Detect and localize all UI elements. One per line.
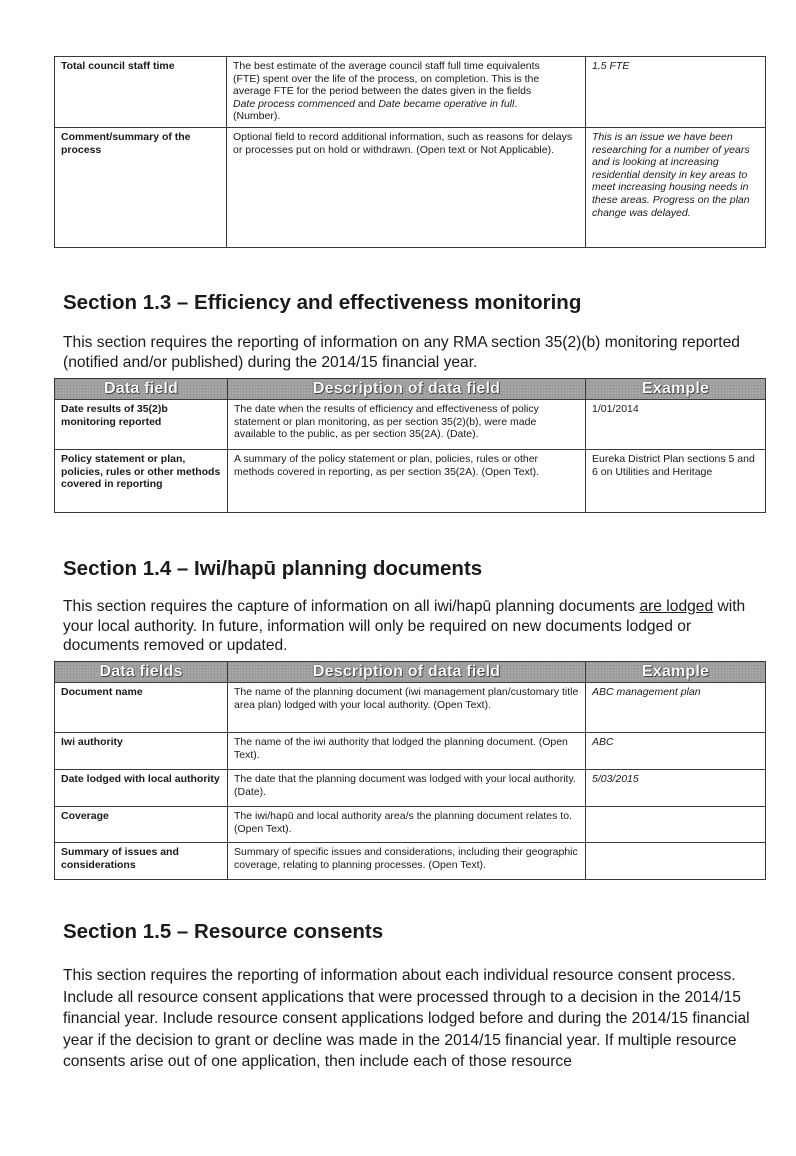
description-text: .	[514, 97, 518, 110]
field-example: ABC management plan	[586, 683, 766, 733]
section-1-5-intro: This section requires the reporting of information about each individual resource consent process. Include all resource consent applications that were processed through to a decision in the 2014/15 financial year. Include resource consent applications lodged before and during the 2014/15 financial year if the decision to grant or decline was made in the 2014/15 financial year. If multiple resource consents arise out of one application, then include each of those resource	[63, 967, 750, 1070]
column-header: Example	[586, 662, 766, 683]
table-row	[55, 733, 766, 770]
table-header-row	[55, 662, 766, 683]
field-description: Optional field to record additional information, such as reasons for delays or processes put on hold or withdrawn. (Open text or Not Applicable).	[227, 128, 586, 248]
field-name: Comment/summary of the process	[55, 128, 227, 248]
column-header: Description of data field	[228, 379, 586, 400]
field-description: The date when the results of efficiency and effectiveness of policy statement or plan monitoring, as per section 35(2)(b), were made available to the public, as per section 35(2A). (Date).	[228, 400, 586, 450]
table-row	[55, 450, 766, 513]
process-fields-table	[54, 56, 766, 248]
description-text: (Number).	[233, 110, 281, 123]
section-1-3-intro: This section requires the reporting of information on any RMA section 35(2)(b) monitoring reported (notified and/or published) during the 2014/15 financial year.	[63, 334, 740, 371]
section-1-3-heading: Section 1.3 – Efficiency and effectiveness monitoring	[63, 291, 582, 314]
section-1-5-heading: Section 1.5 – Resource consents	[63, 920, 384, 943]
description-line: The best estimate of the average council staff full time equivalents	[233, 60, 540, 72]
intro-text: with your local authority. In future, information will only be required on new documents lodged or documents removed or updated.	[63, 598, 746, 655]
description-line: average FTE for the period between the dates given in the fields	[233, 85, 532, 98]
column-header: Data fields	[55, 662, 228, 683]
table-row	[55, 843, 766, 880]
field-name: Date results of 35(2)b monitoring reported	[55, 400, 228, 450]
table-header-row	[55, 379, 766, 400]
field-description: The iwi/hapū and local authority area/s the planning document relates to. (Open Text).	[228, 807, 586, 843]
iwi-documents-fields-table	[54, 661, 766, 880]
description-line: (FTE) spent over the life of the process, on completion. This is the	[233, 72, 540, 85]
field-name: Policy statement or plan, policies, rules or other methods covered in reporting	[55, 450, 228, 513]
field-example	[586, 843, 766, 880]
field-example: 1.5 FTE	[586, 57, 766, 128]
field-example: 5/03/2015	[586, 770, 766, 807]
field-description	[227, 57, 586, 128]
intro-text: This section requires the capture of information on all iwi/hapū planning documents	[63, 598, 640, 615]
table-row	[55, 770, 766, 807]
field-description: The name of the planning document (iwi management plan/customary title area plan) lodged with your local authority. (Open Text).	[228, 683, 586, 733]
section-1-4-heading: Section 1.4 – Iwi/hapū planning documents	[63, 557, 483, 580]
field-name: Coverage	[55, 807, 228, 843]
field-example: Eureka District Plan sections 5 and 6 on Utilities and Heritage	[586, 450, 766, 513]
field-description: The date that the planning document was lodged with your local authority. (Date).	[228, 770, 586, 807]
section-1-4-intro	[63, 597, 763, 656]
field-name: Summary of issues and considerations	[55, 843, 228, 880]
table-row	[55, 57, 766, 128]
field-description: The name of the iwi authority that lodged the planning document. (Open Text).	[228, 733, 586, 770]
field-example: 1/01/2014	[586, 400, 766, 450]
field-name: Date lodged with local authority	[55, 770, 228, 807]
column-header: Example	[586, 379, 766, 400]
field-name: Iwi authority	[55, 733, 228, 770]
table-row	[55, 400, 766, 450]
field-description: A summary of the policy statement or plan, policies, rules or other methods covered in reporting, as per section 35(2A). (Open Text).	[228, 450, 586, 513]
field-example: ABC	[586, 733, 766, 770]
field-example: This is an issue we have been researching for a number of years and is looking at increasing residential density in key areas to meet increasing housing needs in these areas. Progress on the plan change was delayed.	[586, 128, 766, 248]
intro-underlined-text: are lodged	[639, 598, 714, 615]
monitoring-fields-table	[54, 378, 766, 513]
column-header: Data field	[55, 379, 228, 400]
description-italic: Date process commenced	[233, 97, 355, 110]
field-description: Summary of specific issues and considerations, including their geographic coverage, relating to planning processes. (Open Text).	[228, 843, 586, 880]
table-row	[55, 683, 766, 733]
description-italic: Date became operative in full	[378, 97, 515, 110]
field-name: Document name	[55, 683, 228, 733]
table-row	[55, 807, 766, 843]
column-header: Description of data field	[228, 662, 586, 683]
field-example	[586, 807, 766, 843]
description-text: and	[354, 97, 379, 110]
field-name: Total council staff time	[55, 57, 227, 128]
table-row	[55, 128, 766, 248]
